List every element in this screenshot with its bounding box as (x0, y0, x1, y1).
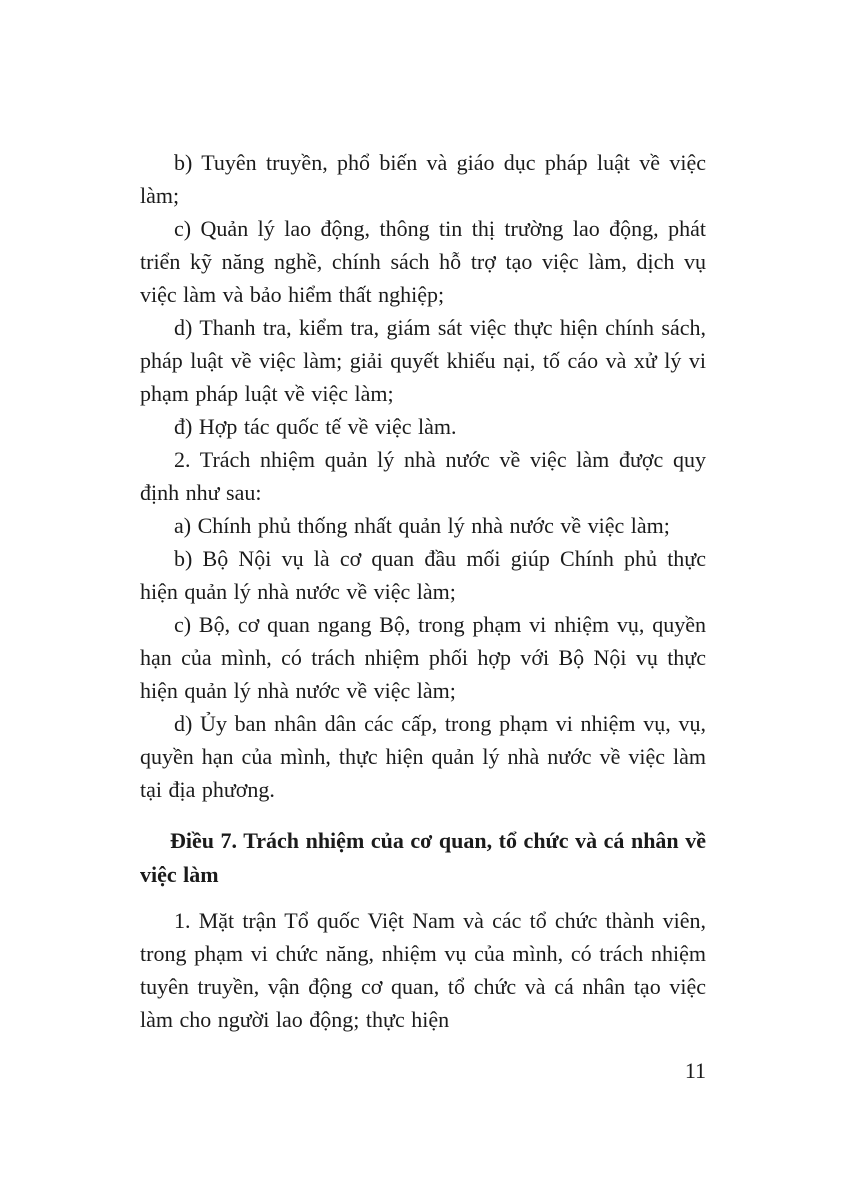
paragraph-item-d-uy-ban-nhan-dan: d) Ủy ban nhân dân các cấp, trong phạm vi nhiệm vụ, vụ, quyền hạn của mình, thực hiện quản lý nhà nước về việc làm tại địa phương. (140, 711, 706, 802)
paragraph-item-b-bo-noi-vu: b) Bộ Nội vụ là cơ quan đầu mối giúp Chính phủ thực hiện quản lý nhà nước về việc làm; (140, 546, 706, 604)
paragraph-clause-1-mat-tran: 1. Mặt trận Tổ quốc Việt Nam và các tổ chức thành viên, trong phạm vi chức năng, nhiệm vụ của mình, có trách nhiệm tuyên truyền, vận động cơ quan, tổ chức và cá nhân tạo việc làm cho người lao động; thực hiện (140, 908, 706, 1032)
page-number: 11 (684, 1058, 706, 1083)
paragraph-item-d-thanh-tra: d) Thanh tra, kiểm tra, giám sát việc thực hiện chính sách, pháp luật về việc làm; giải quyết khiếu nại, tố cáo và xử lý vi phạm pháp luật về việc làm; (140, 315, 706, 406)
paragraph-clause-2: 2. Trách nhiệm quản lý nhà nước về việc làm được quy định như sau: (140, 447, 706, 505)
paragraph-item-dd-hop-tac: đ) Hợp tác quốc tế về việc làm. (174, 414, 457, 439)
paragraph-item-c-quan-ly-lao-dong: c) Quản lý lao động, thông tin thị trường lao động, phát triển kỹ năng nghề, chính sách hỗ trợ tạo việc làm, dịch vụ việc làm và bảo hiểm thất nghiệp; (140, 216, 706, 307)
article-7-heading: Điều 7. Trách nhiệm của cơ quan, tổ chức và cá nhân về việc làm (140, 828, 706, 887)
paragraph-item-b-tuyen-truyen: b) Tuyên truyền, phổ biến và giáo dục pháp luật về việc làm; (140, 150, 706, 208)
paragraph-item-c-bo-co-quan-ngang-bo: c) Bộ, cơ quan ngang Bộ, trong phạm vi nhiệm vụ, quyền hạn của mình, có trách nhiệm phối hợp với Bộ Nội vụ thực hiện quản lý nhà nước về việc làm; (140, 612, 706, 703)
body-text-block (140, 146, 706, 1036)
paragraph-item-a-chinh-phu: a) Chính phủ thống nhất quản lý nhà nước về việc làm; (174, 513, 670, 538)
